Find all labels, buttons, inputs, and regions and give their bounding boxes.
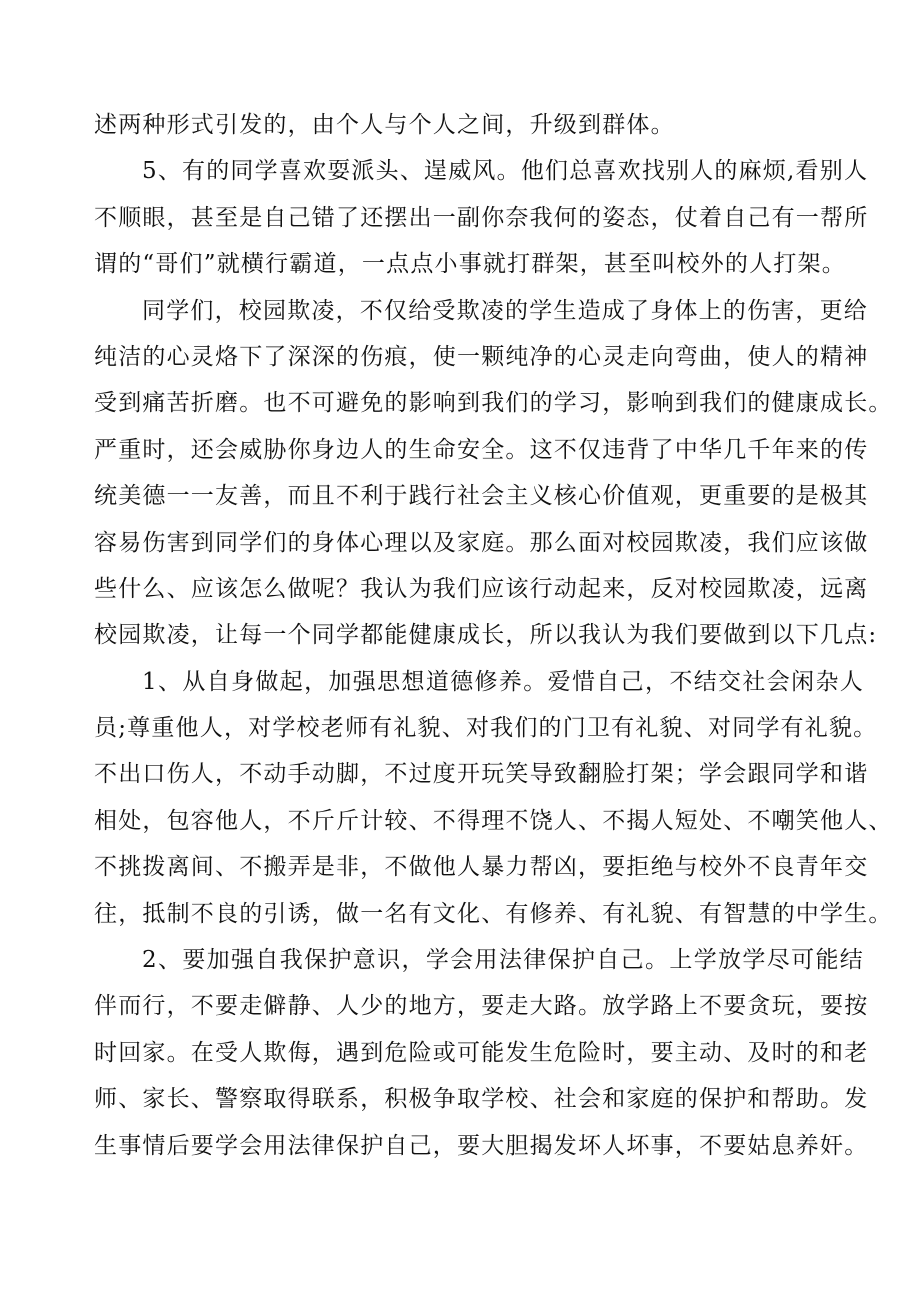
text-line: 谓的“哥们”就横行霸道，一点点小事就打群架，甚至叫校外的人打架。	[94, 251, 846, 278]
text-line: 生事情后要学会用法律保护自己，要大胆揭发坏人坏事，不要姑息养奸。	[94, 1132, 869, 1159]
text-line: 5、有的同学喜欢耍派头、逞威风。他们总喜欢找别人的麻烦,看别人	[142, 158, 869, 185]
text-line: 相处，包容他人，不斤斤计较、不得理不饶人、不揭人短处、不嘲笑他人、	[94, 807, 893, 834]
text-line: 1、从自身做起，加强思想道德修养。爱惜自己，不结交社会闲杂人	[142, 668, 864, 695]
text-line: 校园欺凌，让每一个同学都能健康成长，所以我认为我们要做到以下几点:	[94, 622, 878, 649]
text-line: 纯洁的心灵烙下了深深的伤痕，使一颗纯净的心灵走向弯曲，使人的精神	[94, 343, 869, 370]
text-line: 不顺眼，甚至是自己错了还摆出一副你奈我何的姿态，仗着自己有一帮所	[94, 204, 869, 231]
text-line: 同学们，校园欺凌，不仅给受欺凌的学生造成了身体上的伤害，更给	[142, 297, 868, 324]
text-line: 师、家长、警察取得联系，积极争取学校、社会和家庭的保护和帮助。发	[94, 1086, 869, 1113]
text-line: 往，抵制不良的引诱，做一名有文化、有修养、有礼貌、有智慧的中学生。	[94, 900, 893, 927]
text-line: 员;尊重他人，对学校老师有礼貌、对我们的门卫有礼貌、对同学有礼貌。	[94, 715, 878, 742]
text-line: 容易伤害到同学们的身体心理以及家庭。那么面对校园欺凌，我们应该做	[94, 529, 869, 556]
text-line: 些什么、应该怎么做呢？我认为我们应该行动起来，反对校园欺凌，远离	[94, 575, 869, 602]
text-line: 不挑拨离间、不搬弄是非，不做他人暴力帮凶，要拒绝与校外不良青年交	[94, 854, 869, 881]
text-line: 不出口伤人，不动手动脚，不过度开玩笑导致翻脸打架；学会跟同学和谐	[94, 761, 869, 788]
text-line: 严重时，还会威胁你身边人的生命安全。这不仅违背了中华几千年来的传	[94, 436, 869, 463]
text-line: 伴而行，不要走僻静、人少的地方，要走大路。放学路上不要贪玩，要按	[94, 993, 869, 1020]
text-line: 时回家。在受人欺侮，遇到危险或可能发生危险时，要主动、及时的和老	[94, 1039, 869, 1066]
text-line: 2、要加强自我保护意识，学会用法律保护自己。上学放学尽可能结	[142, 947, 864, 974]
text-line: 述两种形式引发的，由个人与个人之间，升级到群体。	[94, 112, 675, 138]
text-line: 受到痛苦折磨。也不可避免的影响到我们的学习，影响到我们的健康成长。	[94, 390, 893, 417]
body-text	[94, 102, 893, 1169]
text-line: 统美德一一友善，而且不利于践行社会主义核心价值观，更重要的是极其	[94, 483, 869, 510]
